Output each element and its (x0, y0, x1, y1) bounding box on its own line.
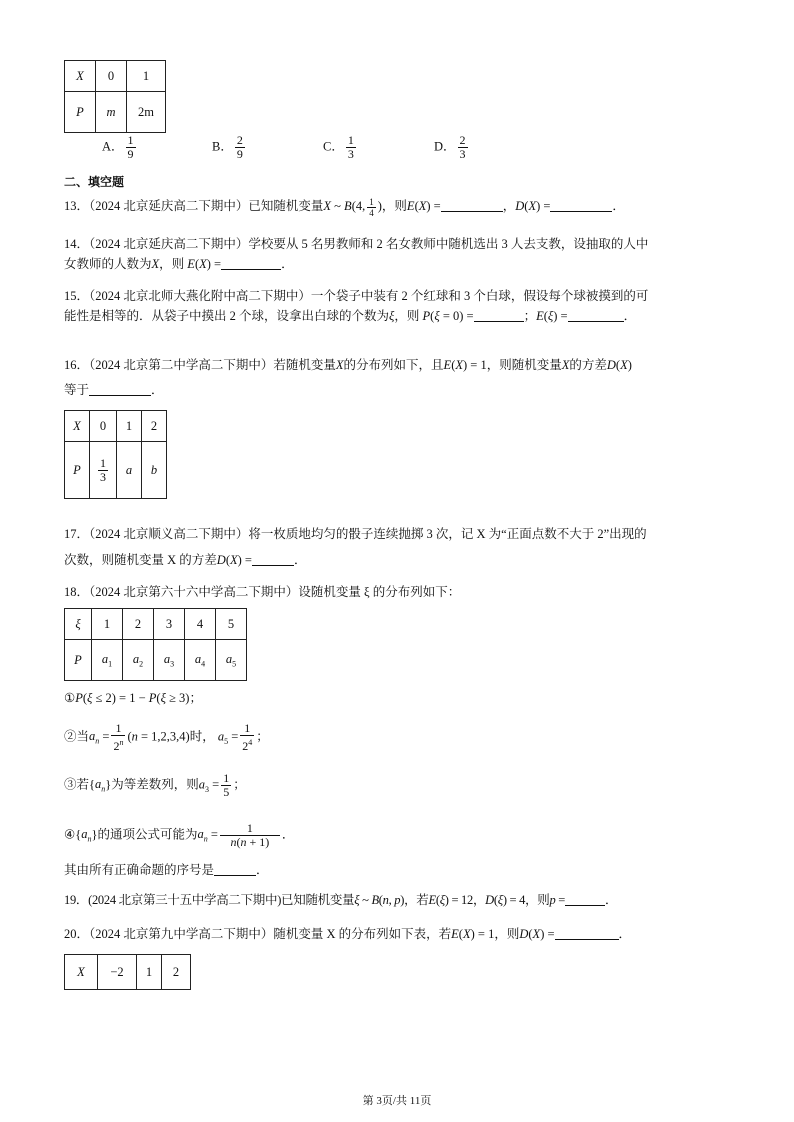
table-cell: 1 (137, 955, 162, 990)
question-20: 20．（2024 北京第九中学高二下期中）随机变量 X 的分布列如下表，若E(X) = 1，则D(X) = ． (64, 927, 632, 941)
table-cell: 2 (162, 955, 191, 990)
table-cell: 1 (92, 609, 123, 640)
table-cell: ξ (65, 609, 92, 640)
question-13: 13．（2024 北京延庆高二下期中）已知随机变量X ~ B(4, $\frac{1}{4}$ )，则E(X) = ，D(X) = ． (64, 196, 625, 218)
table-cell: a (117, 442, 142, 499)
fraction: $\frac{1}{3}$ (347, 133, 354, 161)
answer-blank[interactable] (441, 198, 503, 212)
answer-blank[interactable] (555, 926, 619, 940)
fraction: $\frac{1}{9}$ (127, 133, 134, 161)
answer-blank[interactable] (565, 892, 605, 906)
table-cell: 0 (90, 411, 117, 442)
table-cell: $a_3$ (154, 640, 185, 681)
proposition-2: ②当$a_n$ = $\frac{1}{2^n}$ (n = 1,2,3,4)时， $a_5$ = $\frac{1}{2^4}$ ； (64, 721, 269, 753)
table-cell: −2 (98, 955, 137, 990)
distribution-table-q16 (64, 410, 167, 499)
page-footer: 第 3页/共 11页 (362, 1095, 432, 1107)
table-cell: 2 (123, 609, 154, 640)
table-cell: 0 (96, 61, 127, 92)
table-cell: $a_5$ (216, 640, 247, 681)
answer-blank[interactable] (214, 862, 256, 876)
proposition-4: $④\{a_n\}$的通项公式可能为$a_n$ = $\frac{1}{n(n + 1)}$ ． (64, 821, 295, 849)
table-cell: 2 (142, 411, 167, 442)
table-cell: $\frac{1}{3}$ (90, 442, 117, 499)
distribution-table-q12 (64, 60, 166, 133)
table-cell: $a_4$ (185, 640, 216, 681)
choice-a[interactable]: A． $\frac{1}{9}$ (102, 133, 134, 161)
question-18: 18．（2024 北京第六十六中学高二下期中）设随机变量 ξ 的分布列如下： (64, 585, 461, 599)
answer-blank[interactable] (474, 308, 524, 322)
table-cell: 1 (127, 61, 166, 92)
table-cell: 4 (185, 609, 216, 640)
table-cell: b (142, 442, 167, 499)
table-cell: $a_1$ (92, 640, 123, 681)
choice-c[interactable]: C． $\frac{1}{3}$ (323, 133, 354, 161)
table-cell: P (65, 640, 92, 681)
proposition-1: ①P(ξ ≤ 2) = 1 − P(ξ ≥ 3)； (64, 691, 202, 705)
question-14: 14．（2024 北京延庆高二下期中）学校要从 5 名男教师和 2 名女教师中随机选出 3 人去支教，设抽取的人中 女教师的人数为X，则 E(X) = ． (64, 237, 649, 271)
question-16: 16．（2024 北京第二中学高二下期中）若随机变量X的分布列如下，且E(X) = 1，则随机变量X的方差D(X) 等于 ． (64, 358, 632, 397)
fraction: $\frac{2}{9}$ (236, 133, 243, 161)
table-cell: P (65, 442, 90, 499)
proposition-3: ③若$\{a_n\}$为等差数列，则$a_3$ = $\frac{1}{5}$ ； (64, 771, 246, 799)
section-title: 二、填空题 (64, 175, 125, 189)
table-cell: 1 (117, 411, 142, 442)
answer-blank[interactable] (89, 382, 151, 396)
question-17: 17．（2024 北京顺义高二下期中）将一枚质地均匀的骰子连续抛掷 3 次，记 X 为“正面点数不大于 2”出现的 次数，则随机变量 X 的方差D(X) = ． (64, 527, 647, 567)
table-cell: X (65, 411, 90, 442)
choice-b[interactable]: B． $\frac{2}{9}$ (212, 133, 243, 161)
table-cell: X (65, 955, 98, 990)
table-cell: 2m (127, 92, 166, 133)
table-cell: X (65, 61, 96, 92)
table-cell: P (65, 92, 96, 133)
table-cell: 3 (154, 609, 185, 640)
distribution-table-q20 (64, 954, 191, 990)
question-15: 15．（2024 北京北师大燕化附中高二下期中）一个袋子中装有 2 个红球和 3 个白球，假设每个球被摸到的可 能性是相等的．从袋子中摸出 2 个球，设拿出白球的个数为ξ，则 P(ξ = 0) = ；E(ξ) = ． (64, 289, 649, 323)
distribution-table-q18 (64, 608, 247, 681)
fraction: $\frac{2}{3}$ (459, 133, 466, 161)
question-19: 19．(2024 北京第三十五中学高二下期中)已知随机变量ξ ~ B(n, p)，若E(ξ) = 12，D(ξ) = 4，则p = ． (64, 893, 618, 907)
choice-d[interactable]: D． $\frac{2}{3}$ (434, 133, 466, 161)
answer-blank[interactable] (550, 198, 612, 212)
answer-blank[interactable] (252, 552, 294, 566)
table-cell: m (96, 92, 127, 133)
table-cell: $a_2$ (123, 640, 154, 681)
table-cell: 5 (216, 609, 247, 640)
q18-conclusion: 其由所有正确命题的序号是 ． (64, 863, 269, 877)
answer-blank[interactable] (221, 256, 281, 270)
answer-blank[interactable] (568, 308, 624, 322)
